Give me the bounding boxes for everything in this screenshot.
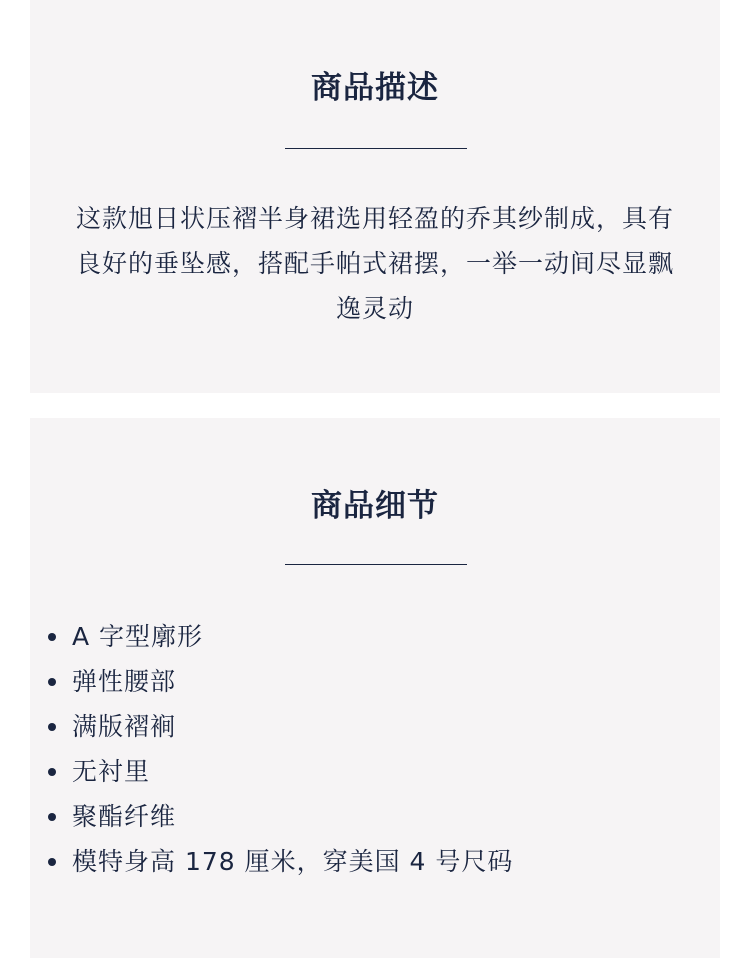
detail-item	[72, 704, 692, 749]
detail-item-text: 聚酯纤维	[72, 802, 177, 831]
detail-item	[72, 839, 692, 884]
details-title: 商品细节	[311, 488, 439, 524]
bullet-icon	[48, 858, 56, 866]
detail-item	[72, 749, 692, 794]
bullet-icon	[48, 633, 56, 641]
description-divider	[285, 148, 467, 149]
detail-item-text: 模特身高 178 厘米，穿美国 4 号尺码	[72, 847, 514, 876]
detail-item	[72, 794, 692, 839]
detail-item	[72, 659, 692, 704]
bullet-icon	[48, 768, 56, 776]
detail-item-text: 弹性腰部	[72, 667, 177, 696]
details-divider	[285, 564, 467, 565]
product-details-panel	[30, 418, 720, 958]
description-title: 商品描述	[311, 70, 439, 106]
bullet-icon	[48, 678, 56, 686]
detail-item-text: 无衬里	[72, 757, 151, 786]
description-text: 这款旭日状压褶半身裙选用轻盈的乔其纱制成，具有良好的垂坠感，搭配手帕式裙摆，一举一动间尽显飘逸灵动	[75, 204, 674, 323]
product-description-panel	[30, 0, 720, 393]
bullet-icon	[48, 813, 56, 821]
bullet-icon	[48, 723, 56, 731]
detail-item-text: 满版褶裥	[72, 712, 177, 741]
details-list	[72, 614, 692, 884]
detail-item	[72, 614, 692, 659]
detail-item-text: A 字型廓形	[72, 622, 204, 651]
